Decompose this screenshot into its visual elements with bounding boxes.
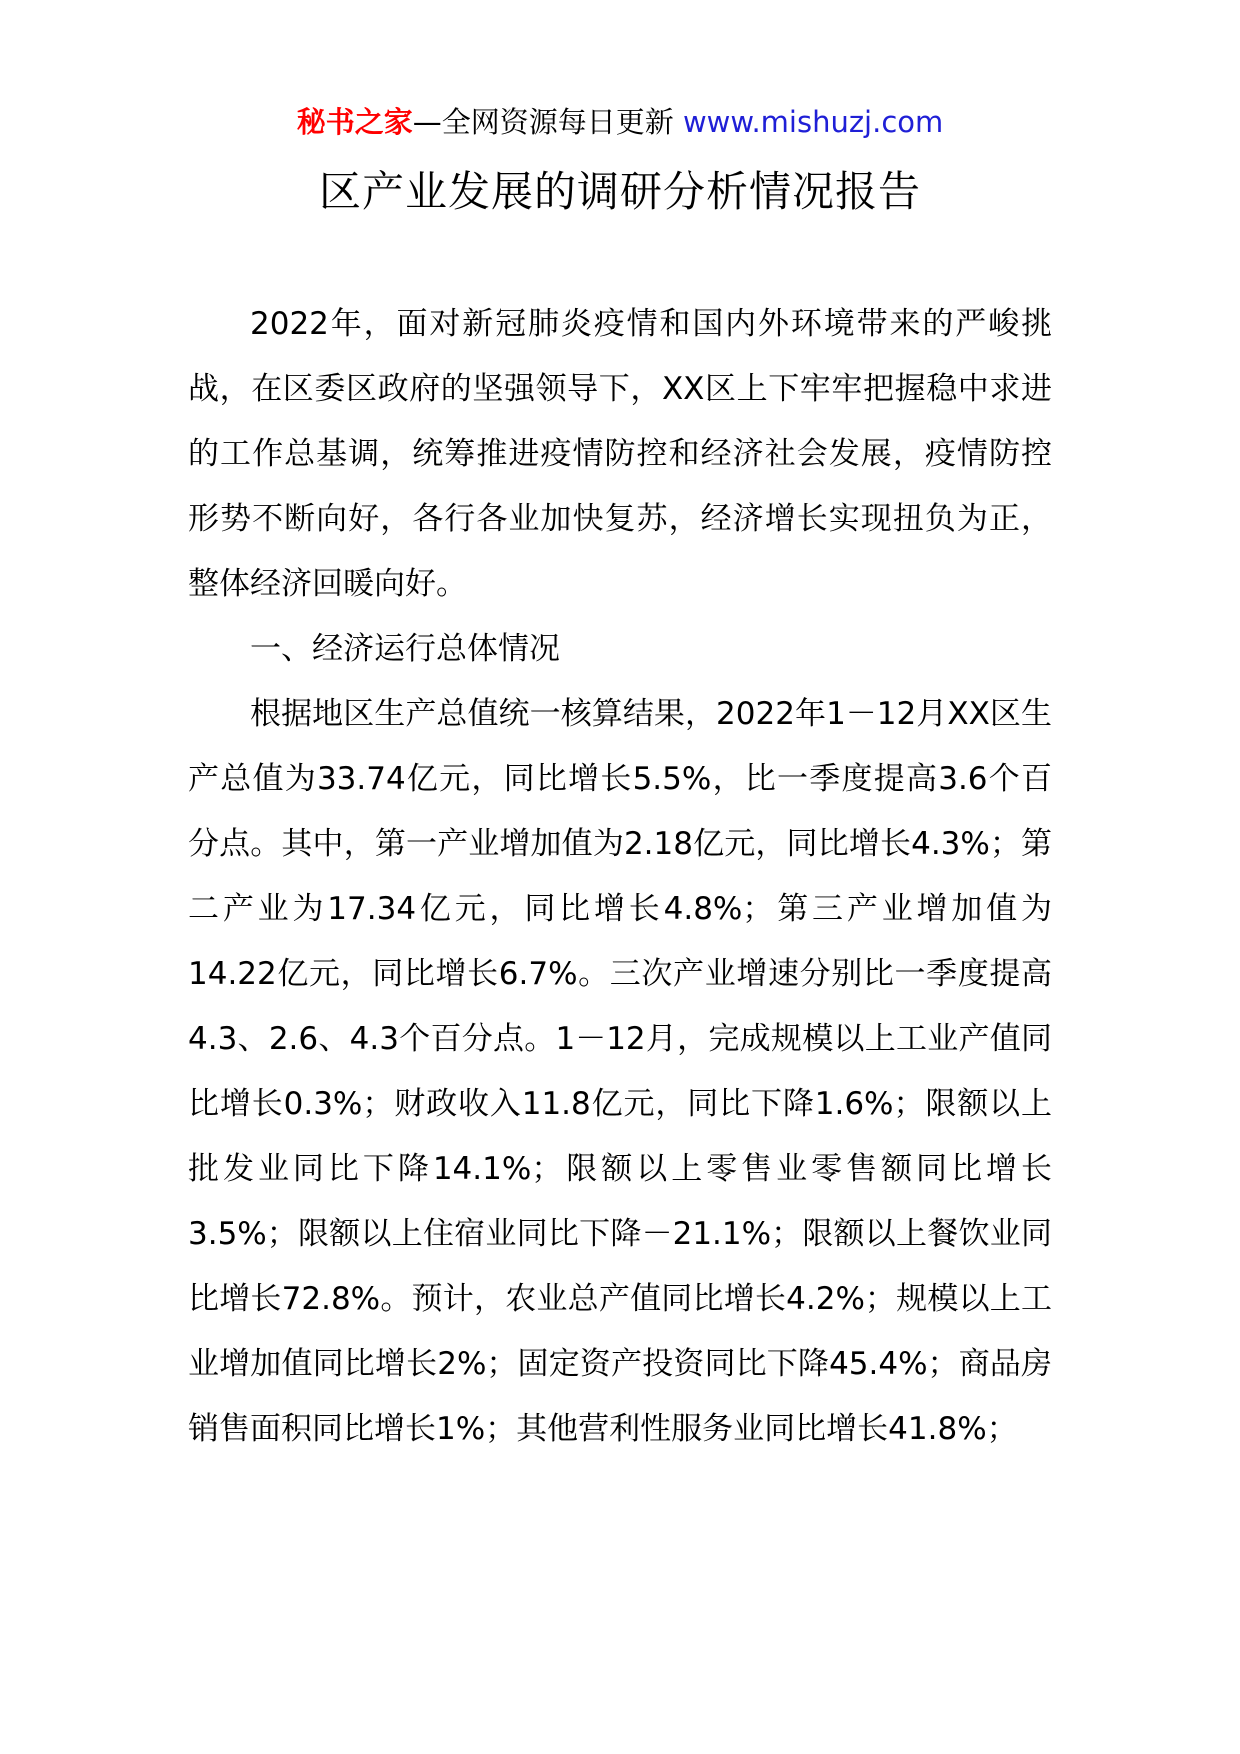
paragraph-intro: 2022年，面对新冠肺炎疫情和国内外环境带来的严峻挑战，在区委区政府的坚强领导下，XX区上下牢牢把握稳中求进的工作总基调，统筹推进疫情防控和经济社会发展，疫情防控形势不断向好，各行各业加快复苏，经济增长实现扭负为正，整体经济回暖向好。	[188, 306, 1052, 602]
site-header	[0, 100, 1240, 144]
brand-name: 秘书之家	[296, 105, 413, 139]
header-tagline: —全网资源每日更新	[412, 105, 683, 139]
paragraph-economic-data: 根据地区生产总值统一核算结果，2022年1－12月XX区生产总值为33.74亿元，同比增长5.5%，比一季度提高3.6个百分点。其中，第一产业增加值为2.18亿元，同比增长4.3%；第二产业为17.34亿元，同比增长4.8%；第三产业增加值为14.22亿元，同比增长6.7%。三次产业增速分别比一季度提高4.3、2.6、4.3个百分点。1－12月，完成规模以上工业产值同比增长0.3%；财政收入11.8亿元，同比下降1.6%；限额以上批发业同比下降14.1%；限额以上零售业零售额同比增长3.5%；限额以上住宿业同比下降－21.1%；限额以上餐饮业同比增长72.8%。预计，农业总产值同比增长4.2%；规模以上工业增加值同比增长2%；固定资产投资同比下降45.4%；商品房销售面积同比增长1%；其他营利性服务业同比增长41.8%；	[188, 696, 1052, 1447]
site-url-link[interactable]: www.mishuzj.com	[682, 105, 944, 139]
document-body	[188, 292, 1052, 1462]
document-title: 区产业发展的调研分析情况报告	[318, 167, 921, 216]
section-heading-1: 一、经济运行总体情况	[250, 631, 560, 667]
